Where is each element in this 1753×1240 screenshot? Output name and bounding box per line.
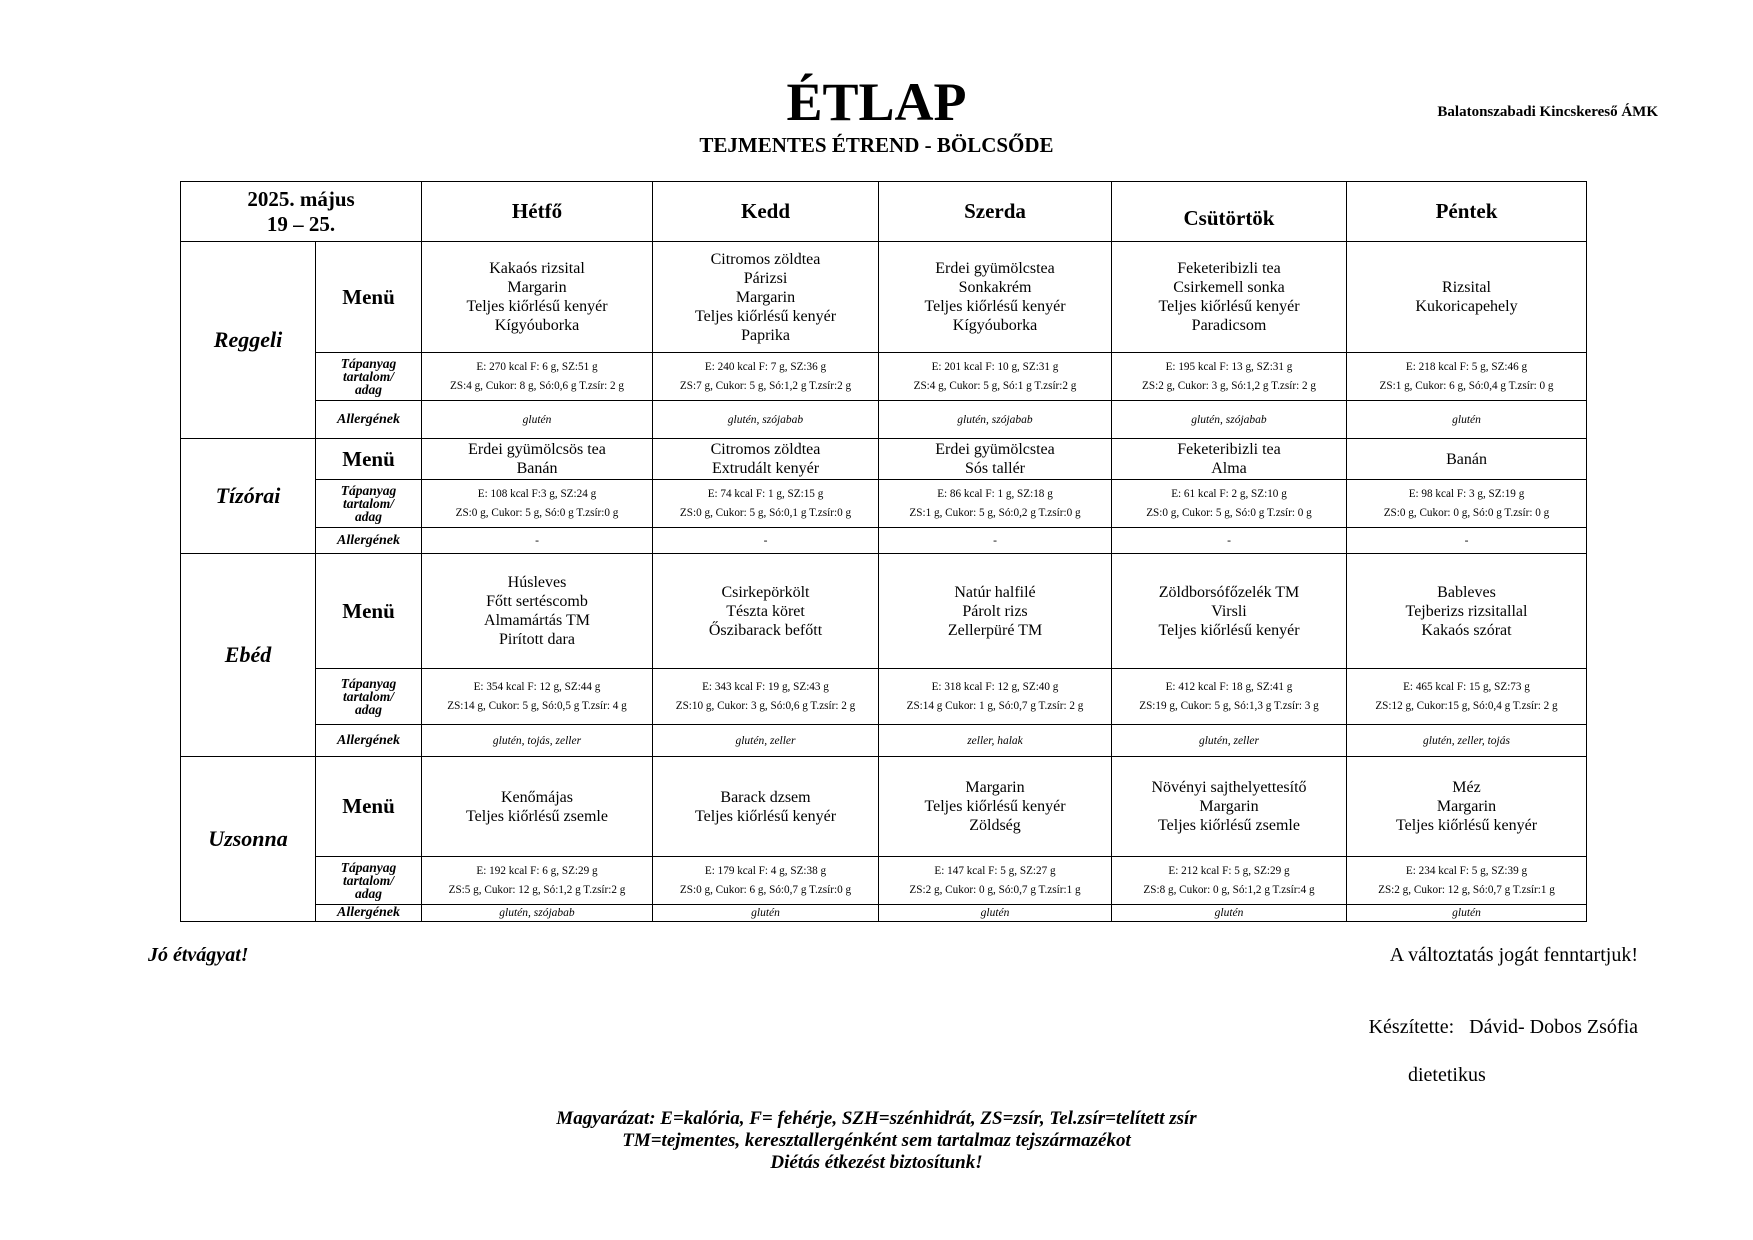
menu-cell-friday [1347, 554, 1587, 669]
menu-item: Sós tallér [965, 460, 1025, 477]
nutrition-line: E: 240 kcal F: 7 g, SZ:36 g [704, 360, 827, 373]
row-label-nutrition-line: Tápanyag [340, 676, 397, 691]
menu-cell-thursday [1112, 757, 1347, 857]
menu-item: Rizsital [1442, 279, 1491, 296]
row-label-nutrition-line: adag [355, 886, 382, 901]
menu-item: Párolt rizs [962, 602, 1028, 620]
nutrition-line: ZS:0 g, Cukor: 0 g, Só:0 g T.zsír: 0 g [1383, 506, 1550, 519]
menu-item: Margarin [1436, 798, 1497, 815]
nutrition-line: ZS:0 g, Cukor: 6 g, Só:0,7 g T.zsír:0 g [679, 883, 852, 896]
row-label-allergens: Allergének [316, 725, 422, 757]
nutrition-line: E: 201 kcal F: 10 g, SZ:31 g [931, 360, 1059, 373]
nutrition-line: ZS:2 g, Cukor: 0 g, Só:0,7 g T.zsír:1 g [909, 883, 1081, 896]
meal-name-tízórai: Tízórai [181, 439, 316, 554]
menu-cell-thursday [1112, 554, 1347, 669]
nutrition-cell-friday [1347, 669, 1587, 725]
menu-cell-tuesday [653, 757, 879, 857]
menu-item: Margarin [735, 288, 796, 306]
row-label-nutrition-line: adag [355, 509, 382, 524]
menu-item: Erdei gyümölcstea [935, 260, 1055, 277]
legend-block [0, 1108, 1753, 1174]
allergens-cell-monday: glutén [422, 401, 653, 439]
menu-item: Méz [1452, 779, 1481, 796]
menu-item: Virsli [1211, 602, 1247, 620]
nutrition-cell-wednesday [879, 353, 1112, 401]
nutrition-cell-tuesday [653, 857, 879, 905]
day-header-thursday: Csütörtök [1112, 182, 1347, 242]
nutrition-cell-monday [422, 480, 653, 528]
allergens-cell-friday: - [1347, 528, 1587, 554]
row-label-nutrition [316, 669, 422, 725]
menu-item: Erdei gyümölcsös tea [468, 441, 606, 458]
row-label-allergens: Allergének [316, 401, 422, 439]
nutrition-line: ZS:8 g, Cukor: 0 g, Só:1,2 g T.zsír:4 g [1143, 883, 1315, 896]
nutrition-line: E: 108 kcal F:3 g, SZ:24 g [477, 487, 597, 500]
allergens-cell-monday: glutén, tojás, zeller [422, 725, 653, 757]
meal-menu-row [181, 439, 1587, 480]
row-label-nutrition-line: tartalom/ [342, 689, 394, 704]
row-label-nutrition-line: tartalom/ [342, 369, 394, 384]
menu-item: Paprika [741, 326, 790, 344]
menu-item: Extrudált kenyér [711, 460, 820, 477]
nutrition-cell-friday [1347, 857, 1587, 905]
day-header-monday: Hétfő [422, 182, 653, 242]
menu-item: Feketeribizli tea [1177, 260, 1281, 277]
menu-cell-thursday [1112, 439, 1347, 480]
allergens-cell-thursday: glutén, szójabab [1112, 401, 1347, 439]
meal-menu-row [181, 554, 1587, 669]
menu-cell-friday [1347, 242, 1587, 353]
row-label-allergens: Allergének [316, 528, 422, 554]
page-title: ÉTLAP [786, 72, 967, 132]
nutrition-line: ZS:4 g, Cukor: 5 g, Só:1 g T.zsír:2 g [913, 379, 1077, 392]
menu-item: Banán [516, 460, 558, 477]
nutrition-line: ZS:14 g, Cukor: 5 g, Só:0,5 g T.zsír: 4 g [447, 699, 627, 712]
nutrition-line: E: 412 kcal F: 18 g, SZ:41 g [1165, 680, 1293, 693]
menu-cell-monday [422, 757, 653, 857]
day-header-tuesday: Kedd [653, 182, 879, 242]
menu-item: Kakaós szórat [1421, 621, 1512, 639]
nutrition-line: ZS:4 g, Cukor: 8 g, Só:0,6 g T.zsír: 2 g [450, 379, 624, 392]
menu-item: Kukoricapehely [1415, 298, 1518, 315]
menu-cell-thursday [1112, 242, 1347, 353]
nutrition-line: ZS:12 g, Cukor:15 g, Só:0,4 g T.zsír: 2 g [1375, 699, 1558, 712]
nutrition-cell-tuesday [653, 353, 879, 401]
meal-allergens-row [181, 905, 1587, 922]
nutrition-cell-tuesday [653, 480, 879, 528]
nutrition-cell-thursday [1112, 669, 1347, 725]
allergens-cell-tuesday: glutén [653, 905, 879, 922]
nutrition-line: E: 61 kcal F: 2 g, SZ:10 g [1171, 487, 1287, 500]
menu-cell-monday [422, 439, 653, 480]
meal-name-ebéd: Ebéd [181, 554, 316, 757]
menu-item: Margarin [965, 779, 1025, 796]
allergens-cell-wednesday: glutén [879, 905, 1112, 922]
nutrition-line: E: 86 kcal F: 1 g, SZ:18 g [937, 487, 1053, 500]
allergens-cell-tuesday: glutén, zeller [653, 725, 879, 757]
author-name: Dávid- Dobos Zsófia [1469, 1016, 1638, 1038]
menu-item: Banán [1446, 450, 1487, 468]
meal-menu-row [181, 757, 1587, 857]
menu-item: Margarin [507, 279, 567, 296]
nutrition-line: ZS:19 g, Cukor: 5 g, Só:1,3 g T.zsír: 3 g [1139, 699, 1319, 712]
nutrition-line: ZS:2 g, Cukor: 3 g, Só:1,2 g T.zsír: 2 g [1142, 379, 1316, 392]
meal-nutrition-row [181, 669, 1587, 725]
nutrition-cell-monday [422, 353, 653, 401]
nutrition-line: E: 465 kcal F: 15 g, SZ:73 g [1403, 680, 1530, 693]
nutrition-line: E: 343 kcal F: 19 g, SZ:43 g [702, 680, 829, 693]
nutrition-line: ZS:0 g, Cukor: 5 g, Só:0,1 g T.zsír:0 g [679, 506, 852, 519]
author-label: Készítette: [1368, 1016, 1455, 1038]
allergens-cell-thursday: - [1112, 528, 1347, 554]
row-label-nutrition-line: adag [355, 702, 382, 717]
menu-cell-wednesday [879, 439, 1112, 480]
nutrition-cell-friday [1347, 353, 1587, 401]
menu-item: Zöldség [969, 817, 1021, 834]
nutrition-line: ZS:10 g, Cukor: 3 g, Só:0,6 g T.zsír: 2 g [675, 699, 856, 712]
row-label-menu: Menü [316, 757, 422, 857]
menu-cell-tuesday [653, 554, 879, 669]
meal-menu-row [181, 242, 1587, 353]
allergens-cell-wednesday: - [879, 528, 1112, 554]
menu-item: Kígyóuborka [952, 317, 1038, 334]
menu-item: Teljes kiőrlésű kenyér [1158, 621, 1300, 639]
menu-cell-monday [422, 554, 653, 669]
nutrition-cell-wednesday [879, 669, 1112, 725]
menu-item: Teljes kiőrlésű kenyér [466, 298, 608, 315]
meal-allergens-row [181, 725, 1587, 757]
allergens-cell-friday: glutén [1347, 905, 1587, 922]
table-header-row [181, 182, 1587, 242]
menu-cell-wednesday [879, 757, 1112, 857]
menu-item: Kenőmájas [501, 788, 573, 806]
row-label-nutrition [316, 353, 422, 401]
nutrition-line: E: 179 kcal F: 4 g, SZ:38 g [704, 864, 827, 877]
row-label-nutrition-line: tartalom/ [342, 496, 394, 511]
menu-item: Kakaós rizsital [489, 260, 585, 277]
menu-item: Erdei gyümölcstea [935, 441, 1055, 458]
nutrition-line: ZS:7 g, Cukor: 5 g, Só:1,2 g T.zsír:2 g [679, 379, 852, 392]
allergens-cell-thursday: glutén, zeller [1112, 725, 1347, 757]
date-days: 19 – 25. [266, 211, 336, 236]
menu-item: Tejberizs rizsitallal [1405, 602, 1528, 620]
menu-item: Növényi sajthelyettesítő [1151, 779, 1307, 796]
nutrition-line: ZS:14 g Cukor: 1 g, Só:0,7 g T.zsír: 2 g [906, 699, 1084, 712]
nutrition-line: E: 74 kcal F: 1 g, SZ:15 g [707, 487, 824, 500]
menu-item: Őszibarack befőtt [708, 621, 823, 639]
nutrition-line: ZS:0 g, Cukor: 5 g, Só:0 g T.zsír:0 g [455, 506, 619, 519]
page-subtitle: TEJMENTES ÉTREND - BÖLCSŐDE [699, 133, 1054, 157]
disclaimer-text: A változtatás jogát fenntartjuk! [1389, 944, 1638, 966]
date-month: 2025. május [247, 186, 355, 211]
meal-name-reggeli: Reggeli [181, 242, 316, 439]
legend-line: TM=tejmentes, keresztallergénként sem tartalmaz tejszármazékot [622, 1130, 1131, 1151]
author-role: dietetikus [1408, 1064, 1486, 1086]
nutrition-line: E: 195 kcal F: 13 g, SZ:31 g [1165, 360, 1293, 373]
allergens-cell-friday: glutén, zeller, tojás [1347, 725, 1587, 757]
menu-item: Teljes kiőrlésű zsemle [1158, 817, 1300, 834]
row-label-nutrition [316, 857, 422, 905]
nutrition-cell-wednesday [879, 857, 1112, 905]
row-label-allergens: Allergének [316, 905, 422, 922]
row-label-nutrition-line: Tápanyag [340, 483, 397, 498]
row-label-nutrition [316, 480, 422, 528]
nutrition-line: E: 318 kcal F: 12 g, SZ:40 g [931, 680, 1059, 693]
nutrition-cell-thursday [1112, 480, 1347, 528]
allergens-cell-tuesday: - [653, 528, 879, 554]
nutrition-cell-wednesday [879, 480, 1112, 528]
allergens-cell-friday: glutén [1347, 401, 1587, 439]
allergens-cell-thursday: glutén [1112, 905, 1347, 922]
row-label-nutrition-line: adag [355, 382, 382, 397]
nutrition-line: ZS:1 g, Cukor: 5 g, Só:0,2 g T.zsír:0 g [909, 506, 1081, 519]
menu-item: Margarin [1199, 798, 1259, 815]
nutrition-cell-thursday [1112, 353, 1347, 401]
menu-item: Feketeribizli tea [1177, 441, 1281, 458]
nutrition-cell-thursday [1112, 857, 1347, 905]
nutrition-line: ZS:5 g, Cukor: 12 g, Só:1,2 g T.zsír:2 g [448, 883, 626, 896]
nutrition-line: ZS:2 g, Cukor: 12 g, Só:0,7 g T.zsír:1 g [1378, 883, 1555, 896]
menu-item: Teljes kiőrlésű kenyér [924, 298, 1066, 315]
allergens-cell-wednesday: glutén, szójabab [879, 401, 1112, 439]
greeting-text: Jó étvágyat! [148, 944, 249, 966]
nutrition-line: E: 270 kcal F: 6 g, SZ:51 g [476, 360, 598, 373]
day-header-wednesday: Szerda [879, 182, 1112, 242]
nutrition-line: E: 354 kcal F: 12 g, SZ:44 g [473, 680, 601, 693]
nutrition-line: ZS:0 g, Cukor: 5 g, Só:0 g T.zsír: 0 g [1146, 506, 1312, 519]
menu-item: Teljes kiőrlésű kenyér [924, 798, 1066, 815]
nutrition-line: E: 147 kcal F: 5 g, SZ:27 g [934, 864, 1056, 877]
menu-item: Csirkepörkölt [721, 583, 810, 601]
nutrition-cell-monday [422, 857, 653, 905]
row-label-menu: Menü [316, 439, 422, 480]
menu-cell-tuesday [653, 439, 879, 480]
menu-item: Natúr halfilé [954, 583, 1036, 601]
menu-item: Csirkemell sonka [1173, 279, 1285, 296]
menu-item: Párizsi [743, 269, 788, 287]
menu-cell-wednesday [879, 242, 1112, 353]
menu-item: Teljes kiőrlésű kenyér [1158, 298, 1300, 315]
nutrition-cell-tuesday [653, 669, 879, 725]
menu-cell-friday [1347, 439, 1587, 480]
menu-item: Pirított dara [499, 631, 575, 648]
menu-item: Alma [1211, 460, 1247, 477]
date-range-cell [181, 182, 422, 242]
organization-name: Balatonszabadi Kincskereső ÁMK [1437, 104, 1658, 120]
nutrition-line: E: 212 kcal F: 5 g, SZ:29 g [1168, 864, 1290, 877]
menu-item: Teljes kiőrlésű kenyér [694, 807, 837, 825]
menu-item: Húsleves [507, 574, 567, 591]
menu-item: Teljes kiőrlésű kenyér [1395, 817, 1538, 834]
menu-item: Citromos zöldtea [710, 441, 821, 458]
menu-item: Teljes kiőrlésű zsemle [466, 807, 608, 825]
allergens-cell-tuesday: glutén, szójabab [653, 401, 879, 439]
nutrition-line: E: 218 kcal F: 5 g, SZ:46 g [1405, 360, 1528, 373]
nutrition-line: ZS:1 g, Cukor: 6 g, Só:0,4 g T.zsír: 0 g [1379, 379, 1554, 392]
meal-allergens-row [181, 528, 1587, 554]
meal-name-uzsonna: Uzsonna [181, 757, 316, 922]
menu-item: Tészta köret [726, 602, 805, 620]
row-label-menu: Menü [316, 242, 422, 353]
meal-nutrition-row [181, 857, 1587, 905]
row-label-nutrition-line: Tápanyag [340, 356, 397, 371]
author-line [1369, 1016, 1638, 1039]
nutrition-line: E: 234 kcal F: 5 g, SZ:39 g [1405, 864, 1528, 877]
allergens-cell-monday: glutén, szójabab [422, 905, 653, 922]
menu-item: Főtt sertéscomb [486, 593, 588, 610]
allergens-cell-wednesday: zeller, halak [879, 725, 1112, 757]
allergens-cell-monday: - [422, 528, 653, 554]
legend-line: Diétás étkezést biztosítunk! [770, 1152, 983, 1173]
menu-cell-wednesday [879, 554, 1112, 669]
menu-item: Zöldborsófőzelék TM [1158, 583, 1300, 601]
menu-cell-monday [422, 242, 653, 353]
nutrition-line: E: 192 kcal F: 6 g, SZ:29 g [476, 864, 598, 877]
menu-item: Almamártás TM [484, 612, 590, 629]
row-label-nutrition-line: Tápanyag [340, 860, 397, 875]
weekly-menu-table [180, 181, 1587, 922]
meal-allergens-row [181, 401, 1587, 439]
meal-nutrition-row [181, 353, 1587, 401]
menu-item: Zellerpüré TM [947, 621, 1043, 639]
meal-nutrition-row [181, 480, 1587, 528]
legend-line: Magyarázat: E=kalória, F= fehérje, SZH=szénhidrát, ZS=zsír, Tel.zsír=telített zsír [556, 1108, 1197, 1129]
menu-item: Paradicsom [1191, 317, 1267, 334]
nutrition-line: E: 98 kcal F: 3 g, SZ:19 g [1408, 487, 1525, 500]
nutrition-cell-monday [422, 669, 653, 725]
menu-cell-tuesday [653, 242, 879, 353]
menu-item: Teljes kiőrlésű kenyér [694, 307, 837, 325]
menu-item: Sonkakrém [958, 279, 1032, 296]
day-header-friday: Péntek [1347, 182, 1587, 242]
menu-item: Bableves [1437, 583, 1496, 601]
menu-cell-friday [1347, 757, 1587, 857]
menu-item: Barack dzsem [720, 788, 811, 806]
row-label-nutrition-line: tartalom/ [342, 873, 394, 888]
menu-item: Citromos zöldtea [710, 250, 821, 268]
row-label-menu: Menü [316, 554, 422, 669]
menu-item: Kígyóuborka [494, 317, 580, 334]
nutrition-cell-friday [1347, 480, 1587, 528]
